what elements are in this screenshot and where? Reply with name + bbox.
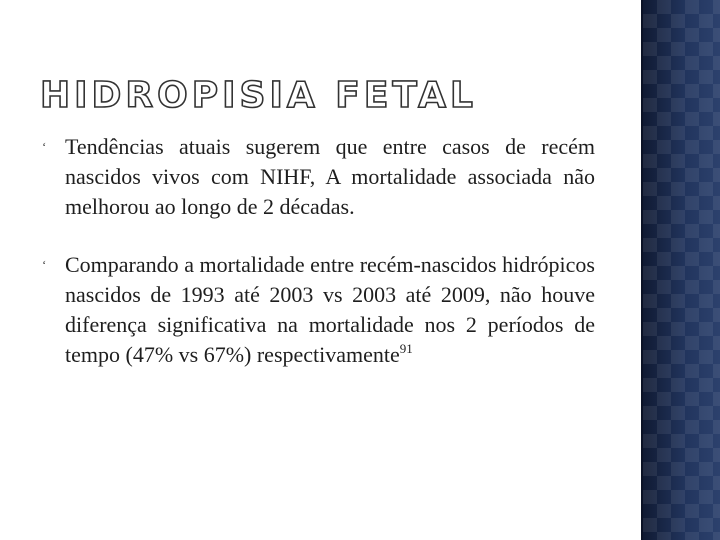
decorative-side-panel <box>641 0 720 540</box>
bullet-item-2 <box>40 250 595 370</box>
bullet-item-1 <box>40 132 595 222</box>
slide-title: HIDROPISIA FETAL <box>40 75 477 116</box>
bullet-icon: ʻ <box>42 257 47 272</box>
bullet-list <box>40 132 595 398</box>
bullet-text-1: Tendências atuais sugerem que entre casos de recém nascidos vivos com NIHF, A mortalidade associada não melhorou ao longo de 2 décadas. <box>65 134 595 219</box>
reference-superscript: 91 <box>399 341 413 356</box>
bullet-icon: ʻ <box>42 139 47 154</box>
bullet-text-2: Comparando a mortalidade entre recém-nascidos hidrópicos nascidos de 1993 até 2003 vs 2003 até 2009, não houve diferença significativa na mortalidade nos 2 períodos de tempo (47% vs 67%) respectivamente <box>65 252 595 367</box>
